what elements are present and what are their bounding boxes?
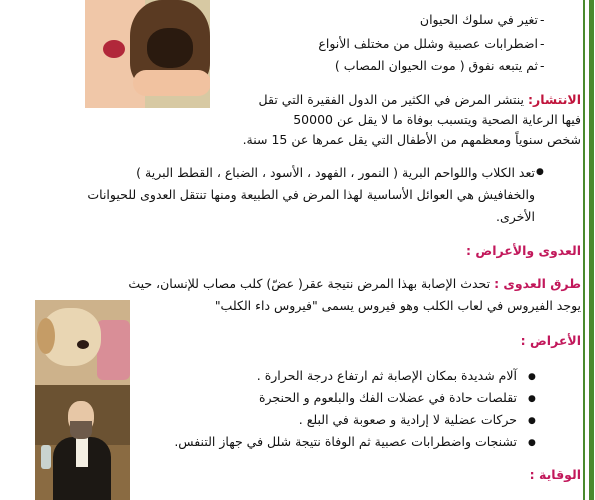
animal-symptom-item: ثم يتبعه نفوق ( موت الحيوان المصاب ) <box>334 58 538 73</box>
page-border-line <box>583 0 585 500</box>
rabid-dog-photo <box>35 300 130 385</box>
infection-line-2: يوجد الفيروس في لعاب الكلب وهو فيروس يسمى "فيروس داء الكلب" <box>214 298 581 313</box>
hosts-line-2: والخفافيش هي العوائل الأساسية لهذا المرض في الطبيعة ومنها تنتقل العدوى للحيوانات <box>87 187 535 202</box>
animal-symptom-item: تغير في سلوك الحيوان <box>419 12 538 27</box>
infection-symptoms-heading: العدوى والأعراض : <box>466 243 581 258</box>
human-symptom-item: تشنجات واضطرابات عصبية ثم الوفاة نتيجة شلل في جهاز التنفس. <box>174 434 517 449</box>
dash-bullet: - <box>540 58 545 73</box>
hosts-line-1: تعد الكلاب واللواحم البرية ( النمور ، الفهود ، الأسود ، الضباع ، القطط البرية ) <box>136 165 535 180</box>
bullet-dot: ● <box>536 167 544 177</box>
hosts-line-3: الأخرى. <box>496 209 535 224</box>
dash-bullet: - <box>540 12 545 27</box>
animal-symptom-item: اضطرابات عصبية وشلل من مختلف الأنواع <box>318 36 538 51</box>
human-symptom-item: حركات عضلية لا إرادية و صعوبة في البلع . <box>298 412 517 427</box>
spread-line-1: الانتشار: ينتشر المرض في الكثير من الدول الفقيرة التي تقل <box>258 92 581 107</box>
prevention-heading: الوقاية : <box>529 467 581 482</box>
spread-label: الانتشار: <box>528 92 581 107</box>
infection-line-1: طرق العدوى : تحدث الإصابة بهذا المرض نتيجة عقر( عضّ) كلب مصاب للإنسان، حيث <box>128 276 581 291</box>
scientist-portrait <box>35 385 130 500</box>
infection-label: طرق العدوى : <box>494 276 581 291</box>
human-symptom-item: تقلصات حادة في عضلات الفك والبلعوم و الحنجرة <box>258 390 517 405</box>
bullet-dot: ● <box>528 372 536 382</box>
bullet-dot: ● <box>528 394 536 404</box>
human-symptom-item: آلام شديدة بمكان الإصابة ثم ارتفاع درجة الحرارة . <box>256 368 517 383</box>
dog-bite-illustration <box>85 0 210 108</box>
bullet-dot: ● <box>528 416 536 426</box>
bullet-dot: ● <box>528 438 536 448</box>
symptoms-heading: الأعراض : <box>520 333 581 348</box>
spread-line-3: شخص سنوياً ومعظمهم من الأطفال التي يقل عمرها عن 15 سنة. <box>242 132 581 147</box>
dash-bullet: - <box>540 36 545 51</box>
spread-line-2: فيها الرعاية الصحية ويتسبب بوفاة ما لا يقل عن 50000 <box>293 112 581 127</box>
